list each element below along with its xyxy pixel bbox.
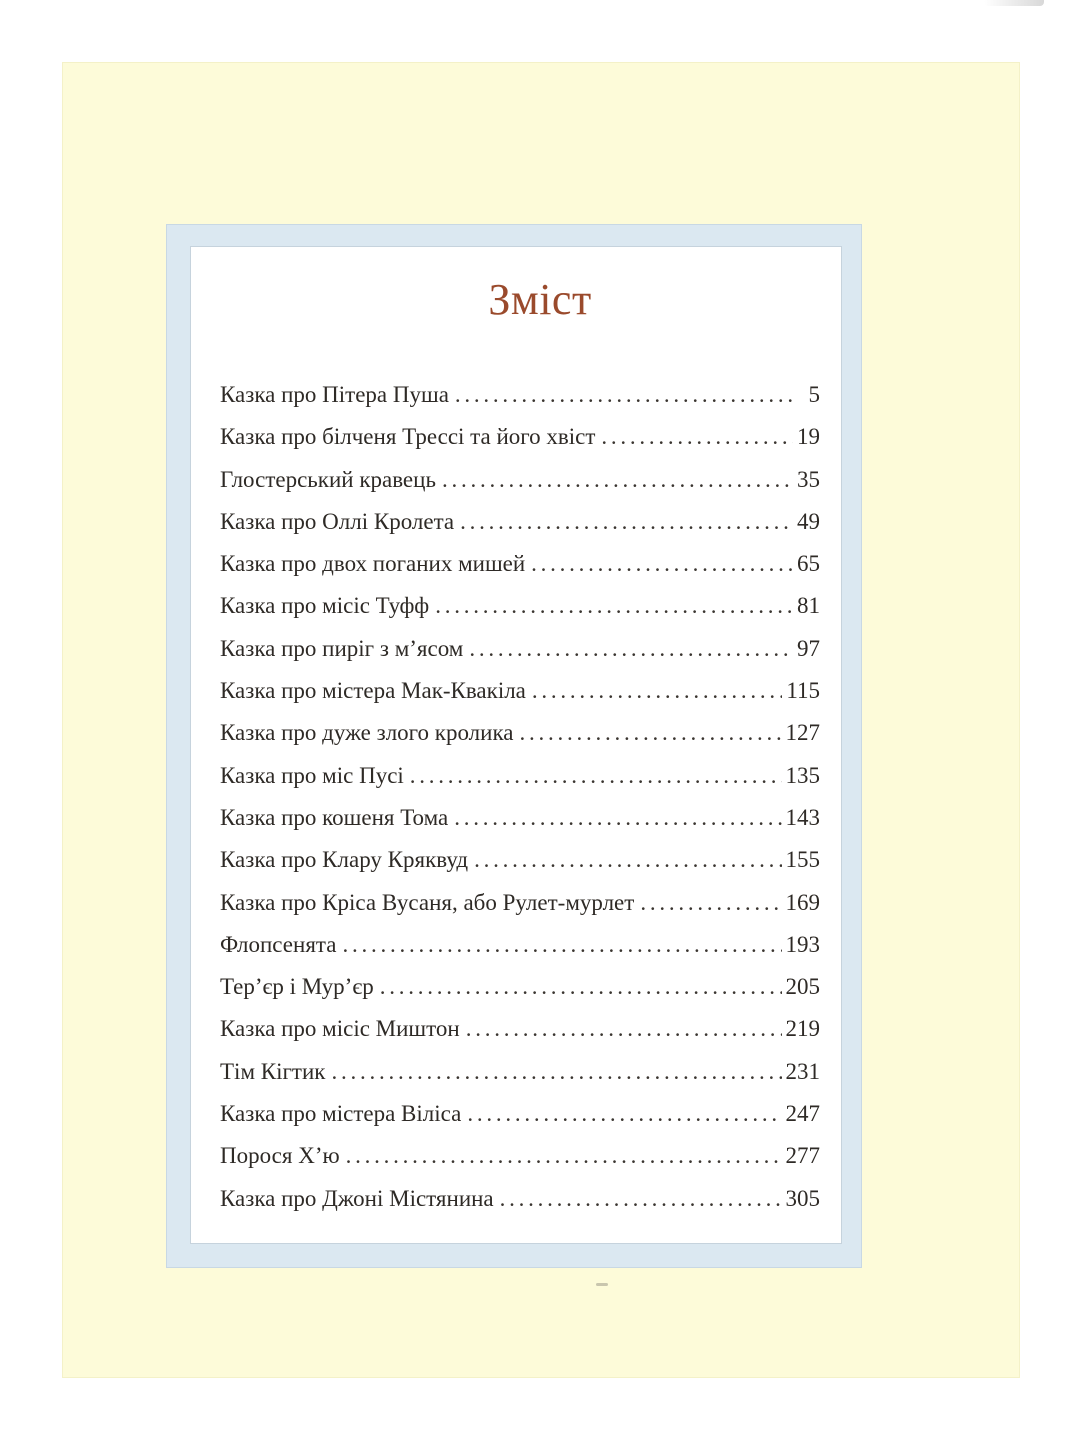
toc-entry-page: 135 [785,762,820,788]
toc-dot-leader [435,585,793,627]
toc-dot-leader [410,755,782,797]
toc-dot-leader [331,1051,781,1093]
toc-entry-page: 143 [785,804,820,830]
toc-entry[interactable] [220,1093,820,1135]
toc-entry-title: Порося Х’ю [220,1143,340,1169]
toc-entry[interactable] [220,882,820,924]
toc-entry-title: Тер’єр і Мур’єр [220,974,374,1000]
toc-dot-leader [346,1135,782,1177]
toc-entry-title: Казка про містера Віліса [220,1101,462,1127]
toc-entry-title: Глостерський кравець [220,466,436,492]
toc-dot-leader [531,543,793,585]
toc-entry-title: Казка про місіс Миштон [220,1016,460,1042]
toc-dot-leader [520,712,782,754]
toc-dot-leader [469,628,793,670]
paper-speck [596,1283,608,1286]
scan-edge-mark [984,0,1044,6]
toc-entry[interactable] [220,416,820,458]
toc-entry[interactable] [220,1008,820,1050]
toc-entry[interactable] [220,1178,820,1220]
toc-entry[interactable] [220,459,820,501]
toc-entry[interactable] [220,712,820,754]
toc-entry[interactable] [220,670,820,712]
toc-entry-page: 155 [785,847,820,873]
toc-entry-title: Казка про пиріг з м’ясом [220,635,464,661]
toc-entry-page: 19 [797,424,820,450]
toc-entry-title: Казка про Пітера Пуша [220,382,449,407]
toc-entry-page: 205 [785,974,820,1000]
toc-entry-page: 5 [808,382,820,407]
toc-entry-title: Казка про білченя Трессі та його хвіст [220,424,596,450]
toc-entry-title: Казка про Джоні Містянина [220,1185,494,1211]
toc-entry-title: Флопсенята [220,931,337,957]
toc-dot-leader [442,459,793,501]
toc-dot-leader [532,670,782,712]
toc-entry-page: 127 [785,720,820,746]
toc-dot-leader [466,1008,782,1050]
toc-dot-leader [640,882,781,924]
toc-entry-title: Казка про Оллі Кролета [220,508,455,534]
toc-entry[interactable] [220,585,820,627]
toc-entry-page: 219 [785,1016,820,1042]
toc-entry-title: Тім Кігтик [220,1058,326,1084]
toc-entry[interactable] [220,501,820,543]
toc-dot-leader [455,374,796,416]
toc-entry-page: 305 [785,1185,820,1211]
toc-dot-leader [454,797,781,839]
toc-entry[interactable] [220,797,820,839]
toc-entry[interactable] [220,628,820,670]
toc-entry-title: Казка про місіс Туфф [220,593,430,619]
toc-dot-leader [342,924,781,966]
toc-entry-page: 49 [797,508,820,534]
toc-entry-title: Казка про Клару Кряквуд [220,847,469,873]
toc-entry[interactable] [220,374,820,416]
toc-entry-page: 277 [785,1143,820,1169]
toc-entry-page: 169 [785,889,820,915]
toc-dot-leader [380,966,782,1008]
toc-entry-title: Казка про міс Пусі [220,762,404,788]
toc-dot-leader [460,501,793,543]
toc-dot-leader [467,1093,781,1135]
toc-entry[interactable] [220,839,820,881]
toc-entry-page: 65 [797,551,820,577]
toc-entry-page: 81 [797,593,820,619]
toc-entry-title: Казка про містера Мак-Квакіла [220,678,526,704]
toc-dot-leader [500,1178,782,1220]
toc-entry-title: Казка про дуже злого кролика [220,720,514,746]
toc-entry[interactable] [220,924,820,966]
toc-entry-title: Казка про кошеня Тома [220,804,449,830]
toc-entry[interactable] [220,755,820,797]
toc-entry[interactable] [220,543,820,585]
toc-entry[interactable] [220,1135,820,1177]
toc-entry-title: Казка про Кріса Вусаня, або Рулет-мурлет [220,889,635,915]
toc-entry-page: 247 [785,1101,820,1127]
toc-entry[interactable] [220,1051,820,1093]
toc-entry-page: 97 [797,635,820,661]
toc-entry-page: 115 [786,678,820,704]
toc-entry-title: Казка про двох поганих мишей [220,551,526,577]
toc-dot-leader [601,416,793,458]
toc-entry-page: 35 [797,466,820,492]
toc-entry-page: 231 [785,1058,820,1084]
table-of-contents [220,374,820,1220]
contents-title: Зміст [488,275,592,324]
toc-dot-leader [474,839,781,881]
toc-entry-page: 193 [785,931,820,957]
toc-entry[interactable] [220,966,820,1008]
